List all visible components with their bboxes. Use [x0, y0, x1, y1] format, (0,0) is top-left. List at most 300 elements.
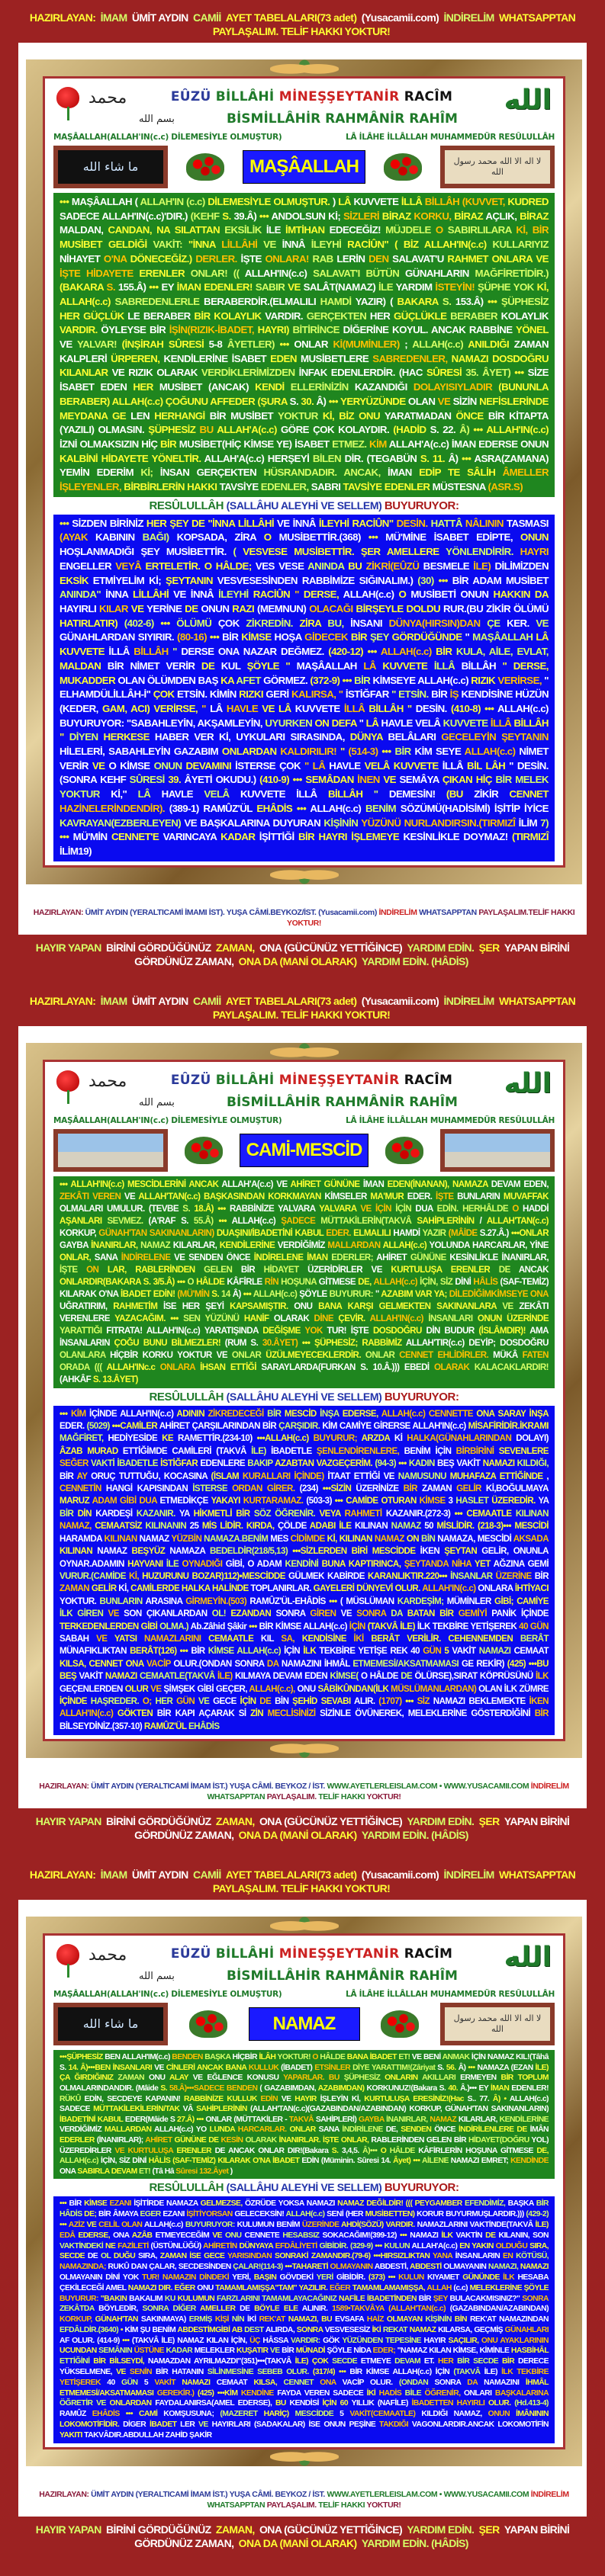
word: ALLAH'IN(c.c): [146, 1325, 204, 1336]
word: •••: [388, 2273, 399, 2282]
word: 14.: [68, 2063, 81, 2072]
word: (317/4): [312, 2368, 340, 2377]
word: BİLLÂH: [461, 659, 503, 672]
word: 14.: [381, 2157, 394, 2166]
word: (: [390, 295, 397, 307]
word: KILARLAR,: [172, 1240, 220, 1250]
word: BEŞ: [60, 1671, 79, 1682]
word: NAMAZ: [140, 1240, 173, 1250]
word: KONUSU: [246, 2074, 284, 2083]
word: DE: [185, 602, 201, 614]
word: AÇARAK: [198, 1708, 239, 1719]
word: KAZANDIĞI: [354, 381, 414, 393]
word: ANMAK: [442, 2053, 471, 2062]
word: ŞU: [140, 2325, 153, 2334]
word: ŞÖYLE: [299, 1288, 330, 1299]
word: TE: [447, 467, 468, 479]
word: Ab.Zâhid: [190, 1621, 227, 1631]
word: LAR,: [107, 1264, 136, 1275]
word: 18.Â): [194, 1203, 218, 1214]
word: CAMİDE: [346, 1496, 381, 1506]
word: MÜMİNLER: [446, 1596, 495, 1606]
word: OLMA.): [159, 1621, 191, 1631]
word: KORKUP,: [60, 2315, 95, 2324]
word: TEKBİRE: [517, 2368, 549, 2377]
word: (HADİD: [393, 424, 430, 436]
word: (c.c): [453, 2283, 470, 2292]
word: İLLÂ: [442, 759, 468, 772]
word: YERYÜZÜNDE: [340, 395, 408, 407]
word: KESİN: [220, 2135, 246, 2145]
word: AMELLERE: [386, 546, 446, 558]
word: VES: [255, 560, 279, 572]
word: RABBİMİZ: [362, 1337, 406, 1348]
word: İŞİN(RIZIK-İBADET,: [169, 324, 258, 336]
word: BANA: [346, 2053, 370, 2062]
word: SADECE: [60, 2105, 94, 2114]
word: Â.)•••: [460, 2084, 479, 2093]
word: ZİKREDECEĞİ: [208, 1408, 268, 1419]
word: İNFAK: [298, 367, 331, 379]
word: ABDESTİ: [410, 2263, 444, 2272]
salavat-word: (SALLÂHU ALEYHİ VE SELLEM): [226, 1390, 382, 1403]
word: DİR.: [344, 452, 367, 464]
word: RAHMET: [447, 252, 492, 265]
word: TAMAMLAMIŞŞA"TAM": [215, 2283, 299, 2292]
word: BİLLÂH: [513, 717, 549, 729]
caption-segment: YAPAN BİRİNİ GÖRDÜNÜZ ZAMAN,: [134, 2523, 570, 2549]
word: (ANCAK): [208, 381, 256, 393]
word: İLE: [378, 281, 396, 294]
word: İLE: [339, 1521, 356, 1532]
word: MALDAN,: [60, 224, 108, 236]
word: VE: [150, 1683, 164, 1694]
word: SİZİN: [452, 395, 480, 407]
word: ÖZRÜDE: [244, 2199, 278, 2209]
word: ÖĞRENİR,: [424, 2388, 464, 2398]
word: •: [120, 2325, 125, 2334]
word: ANCAK: [518, 1264, 549, 1275]
word: ÂZAB: [60, 1445, 88, 1456]
word: (410-9): [259, 774, 293, 786]
word: SÛRESİ: [168, 338, 209, 351]
word: ĞIRDIĞINIZ: [74, 2074, 118, 2083]
word: HAYVANI: [127, 1558, 166, 1569]
word: EDEN,: [523, 1179, 549, 1189]
word: MUSİBET: [60, 239, 108, 251]
word: MECLİSİNİZİ: [267, 1708, 320, 1719]
word: BANA: [318, 1301, 348, 1311]
word: ALLAH(c.c): [497, 702, 549, 714]
word: ALLAH'A(c.c): [217, 424, 281, 436]
word: NİHA: [452, 1558, 475, 1569]
word: VARDIR.: [60, 324, 101, 336]
word: ŞÖYLE: [246, 659, 286, 672]
word: ONLARA: [159, 1362, 201, 1372]
word: KU: [164, 2294, 178, 2303]
word: GÖRE: [281, 424, 314, 436]
word: •••: [399, 2231, 410, 2240]
word: MESCİDİ: [477, 1533, 513, 1544]
word: (((: [94, 1362, 107, 1372]
word: ONLARA: [491, 252, 536, 265]
word: ÇIKAN: [442, 774, 476, 786]
caption-segment: BİRİNİ GÖRDÜĞÜNÜZ: [106, 1815, 214, 1828]
word: RİN: [264, 1276, 282, 1287]
word: ANINDA: [307, 560, 349, 572]
word: OLMASIN.: [98, 424, 149, 436]
word: VELÂ: [364, 759, 394, 772]
word: RUKÛ: [108, 2263, 131, 2272]
word: (ASR.S): [488, 481, 523, 493]
caption-segment: HAYIR YAPAN: [35, 2523, 105, 2536]
word: SİZ: [439, 1276, 455, 1287]
word: ZEKÂTI: [60, 1191, 93, 1201]
word: İŞTE: [60, 1264, 87, 1275]
word: ÖYLEYSE: [101, 324, 150, 336]
word: 22.: [442, 424, 460, 436]
word: EN: [502, 2252, 517, 2261]
caption-segment: İNDİRELİM: [530, 1782, 569, 1792]
word: KORKUP,: [409, 2105, 446, 2114]
word: •••: [514, 367, 528, 379]
word: ALLAH(c.c),: [249, 1683, 298, 1694]
word: SONRA: [434, 2378, 468, 2387]
word: BİR: [60, 1508, 78, 1519]
word: VE: [262, 702, 279, 714]
word: BİR: [156, 1708, 175, 1719]
word: KİM: [414, 746, 436, 758]
word: RAHMETİ: [344, 1508, 386, 1519]
word: Â)•••BEN: [80, 2063, 113, 2072]
verses-block: [53, 2050, 555, 2179]
euzu-line: [137, 88, 486, 105]
word: LİLLÂHİ: [133, 589, 174, 601]
word: MÜSTESNA: [432, 481, 488, 493]
word: KUVVETE: [442, 717, 491, 729]
word: HEDİYESİDE: [108, 1433, 163, 1444]
word: SABIR: [255, 281, 288, 294]
word: SECDE: [473, 2357, 502, 2366]
word: İLE): [400, 1621, 417, 1631]
word: MÜSLÜMAN: [346, 1596, 397, 1606]
word: BİLE: [404, 2388, 425, 2398]
word: DE: [87, 2252, 101, 2261]
word: ALLAH(c.c): [310, 802, 365, 814]
caption-segment: WHATSAPPTAN: [207, 1792, 267, 1802]
word: REK: [390, 1646, 411, 1657]
word: TAVSİYE: [219, 481, 261, 493]
word: O'NA: [253, 2157, 273, 2166]
word: BİR: [452, 574, 473, 586]
word: GÖKTEN: [117, 1708, 157, 1719]
word: 40: [410, 1646, 423, 1657]
word: DİGER: [123, 2420, 150, 2430]
word: ADABI: [309, 1521, 340, 1532]
word: NİN: [231, 2315, 248, 2324]
word: İLE): [535, 2063, 549, 2072]
word: KILARSA,: [438, 2325, 475, 2334]
word: İLE): [484, 2368, 502, 2377]
word: GAYBA: [358, 2115, 387, 2124]
word: ALLAH(c.c): [509, 2094, 549, 2103]
word: TAVSİYE: [343, 481, 385, 493]
word: YERİ: [316, 2273, 336, 2282]
word: SABAH: [60, 1633, 97, 1644]
word: VE: [173, 589, 191, 601]
word: BİR: [439, 1609, 459, 1619]
word: EZANDAN: [230, 1609, 276, 1619]
word: SEVENLERE: [498, 1445, 549, 1456]
word: KORKUNUZ!(Bakara: [366, 2084, 439, 2093]
word: DE: [214, 2146, 229, 2155]
word: KILANIN,: [498, 2231, 533, 2240]
word: GİBİDİR.: [336, 2273, 368, 2282]
caption-segment: ÜMİT AYDIN (YERALTICAMİ İMAMI İST). YUŞA CÂMİ.BEYKOZ/İST. (Yusacamii.com): [85, 907, 379, 917]
word: VE: [116, 2368, 130, 2377]
word: (94-3): [375, 1458, 399, 1469]
word: TAKDIĞI: [379, 2420, 412, 2430]
word: MESCİDDE: [372, 1546, 420, 1557]
word: ETMEMESİ/AKSATMAMASI: [60, 2388, 157, 2398]
word: İNDİRELENE: [121, 1252, 175, 1262]
board-footer: [26, 1758, 582, 1805]
word: (KEDER,: [60, 702, 102, 714]
word: DEFA: [331, 717, 359, 729]
word: AZABIM: [381, 1288, 415, 1299]
word: KİMSE: [419, 1496, 449, 1506]
word: ŞÖYLE: [523, 2283, 549, 2292]
word: GÜNAH'TAN: [95, 2315, 141, 2324]
word: (: [134, 196, 140, 207]
word: HİDAYETE: [101, 452, 152, 464]
word: HANGİ: [105, 1484, 137, 1494]
word: ÇOK: [313, 424, 339, 436]
word: ÜZERİNDE: [301, 2220, 342, 2229]
verses-block: [53, 193, 555, 497]
word: BAKARA: [397, 295, 442, 307]
bottom-caption: [0, 1814, 605, 1842]
word: LEN: [130, 409, 155, 422]
word: LÂ: [536, 631, 549, 643]
word: RAZI: [232, 602, 257, 614]
word: İŞTE: [240, 252, 265, 265]
allah-calligraphy-icon: الله: [504, 1942, 552, 1974]
word: LER: [180, 2420, 199, 2430]
word: KILINAN: [515, 1508, 549, 1519]
word: AMA: [529, 1325, 549, 1336]
word: Kİ,: [118, 1583, 131, 1594]
word: OLMAYANIN: [60, 2273, 106, 2282]
word: VE: [192, 2074, 208, 2083]
word: MES: [270, 1533, 291, 1544]
word: ÖVÜNEREK,: [355, 1708, 408, 1719]
word: BEDELDİR(218/5,13): [209, 1546, 293, 1557]
word: VE: [502, 1301, 520, 1311]
word: OLMALARI: [60, 1203, 108, 1214]
word: YOKTUR.: [60, 1596, 100, 1606]
word: BUYURUR:: [329, 1288, 375, 1299]
word: VE: [411, 2053, 423, 2062]
word: MUSİBETTEN): [365, 2210, 417, 2219]
word: DIR.: [158, 2283, 175, 2292]
word: SEMÂYA: [399, 774, 442, 786]
word: 3: [448, 1496, 456, 1506]
buyuruyor-word: BUYURUYOR:: [384, 2181, 459, 2195]
word: KALBİNİ: [60, 452, 101, 464]
word: ŞEY: [169, 517, 191, 529]
word: VAKİT:: [153, 239, 188, 251]
word: TUTTUĞU,: [118, 1471, 164, 1481]
word: VARINCAYA: [163, 831, 221, 843]
word: OTURAN: [381, 1496, 420, 1506]
word: BİR: [209, 409, 231, 422]
word: •••: [468, 2063, 478, 2072]
word: EGER: [140, 2210, 163, 2219]
hadith-block: [53, 2196, 555, 2443]
word: •••: [217, 1203, 230, 1214]
word: ONA: [476, 1408, 498, 1419]
word: EDER;: [372, 2347, 397, 2356]
word: HİKMETLİ: [193, 1508, 237, 1519]
word: ALLAH(c.c): [381, 1408, 429, 1419]
word: YARATTIĞI: [60, 1325, 107, 1336]
word: BUYURUYOR:: [185, 2220, 237, 2229]
word: NAMAZA: [477, 2063, 511, 2072]
word: NAMAZI: [410, 2231, 442, 2240]
word: BİR: [107, 659, 130, 672]
word: ONLAR!: [190, 267, 233, 279]
word: 5: [444, 1646, 452, 1657]
word: RABBİMİZE: [301, 574, 359, 586]
word: S.: [439, 2084, 449, 2093]
word: ALLAH'INc.c: [106, 1362, 160, 1372]
word: HAYRI: [318, 831, 352, 843]
word: BEŞYÜZ: [131, 1546, 170, 1557]
word: (503-3): [306, 1496, 335, 1506]
word: AF: [60, 2336, 72, 2345]
word: YOKSA: [278, 2199, 307, 2209]
word: CİNLERİ: [166, 2063, 197, 2072]
word: (TEVBE: [148, 1203, 183, 1214]
word: SARAYLARDA(FURKAN: [261, 1362, 361, 1372]
word: (5029): [86, 1421, 112, 1432]
word: VE: [212, 2231, 226, 2240]
word: Kİ,: [128, 1570, 143, 1581]
word: EVLAT,: [517, 646, 549, 658]
word: BİR: [457, 2357, 474, 2366]
word: •••ONLAR: [511, 1227, 549, 1238]
word: MUSİBET(HİÇ: [179, 438, 244, 450]
word: ŞEYTANDA: [404, 1558, 452, 1569]
word: O: [361, 1671, 370, 1682]
word: YARDIM: [395, 281, 436, 294]
caption-segment: TELİF HAKKI: [318, 2500, 367, 2510]
word: BİR: [282, 2347, 296, 2356]
word: VE: [96, 1633, 114, 1644]
word: GÜN: [121, 2378, 144, 2387]
board-title: MAŞÂALLAH: [243, 150, 365, 184]
word: BERABER): [60, 395, 112, 407]
word: KURALLARI: [242, 1471, 294, 1481]
word: GÜNÜNE: [410, 1252, 450, 1262]
word: KİMİNLE: [479, 2347, 511, 2356]
salavat-word: (SALLÂHU ALEYHİ VE SELLEM): [226, 2181, 382, 2194]
word: BİR: [98, 2210, 113, 2219]
word: VE: [174, 1252, 189, 1262]
word: İNNÂ: [190, 589, 219, 601]
word: DA: [534, 589, 549, 601]
word: ": [172, 646, 182, 658]
word: NAMAZI: [127, 2283, 159, 2292]
word: KILINAN: [339, 1533, 375, 1544]
word: •••KİM: [217, 2388, 241, 2398]
word: İBADETLE: [271, 1445, 317, 1456]
word: (HER: [345, 2210, 365, 2219]
word: TOPLUM: [517, 2074, 549, 2083]
word: DE;: [84, 2210, 99, 2219]
word: SÖZÜMÜ(HADİSİMİ): [400, 802, 494, 814]
word: SEVMEZ.: [107, 1215, 149, 1226]
word: HAŞREDER.: [90, 1695, 143, 1706]
word: BESMELE: [423, 560, 474, 572]
word: SÂBİKÛNDAN(İLK: [317, 1683, 391, 1694]
word: ALLAH(c.c): [464, 746, 520, 758]
word: CEMAATLE: [208, 1633, 261, 1644]
word: SA,: [281, 1633, 302, 1644]
word: •••: [484, 702, 498, 714]
word: YETİŞEREK: [470, 1621, 520, 1631]
word: KIL!(Tâhâ: [515, 2053, 549, 2062]
word: DÜNYEVİ: [356, 1583, 395, 1594]
buyuruyor-word: BUYURUYOR:: [384, 499, 459, 512]
word: •••: [243, 1288, 253, 1299]
word: ERMEYEN: [460, 2074, 501, 2083]
word: S.: [250, 1337, 262, 1348]
word: MÜKÂ: [493, 1349, 523, 1360]
word: RACİÛN": [352, 517, 397, 529]
word: DESİN.: [396, 517, 431, 529]
word: YAZIR): [355, 295, 391, 307]
word: DUAŞINI/İBADETİNİ: [216, 1227, 295, 1238]
word: HALKA: [181, 1583, 212, 1594]
word: 60: [340, 2399, 352, 2408]
word: NAMAZLARINI: [144, 1633, 209, 1644]
word: İNSANLARI: [112, 2063, 155, 2072]
caption-segment: BİLLÂHİ: [215, 1946, 279, 1962]
word: KİŞİ: [214, 2315, 232, 2324]
word: NİHAYET: [60, 252, 104, 265]
word: ALLAH'IN(c.c)'DIR.): [101, 210, 191, 222]
word: RAMÛZ'ÜL-EHÂDİS: [249, 1596, 330, 1606]
word: VE: [263, 239, 282, 251]
word: GECE: [204, 2252, 227, 2261]
word: DOYMAZ!: [463, 831, 512, 843]
word: İLK: [60, 1609, 78, 1619]
word: SONRAKİ: [274, 2252, 311, 2261]
word: ADAM: [256, 1558, 285, 1569]
word: ALLAH'IM(c.c): [121, 2053, 172, 2062]
word: ÇALAR,: [149, 2263, 179, 2272]
word: BATAN: [407, 1609, 440, 1619]
word: ERMİŞ: [188, 2315, 215, 2324]
word: •••: [413, 2157, 423, 2166]
word: (80-16): [176, 631, 210, 643]
word: RAMÛZ'ÜL: [143, 1721, 188, 1731]
word: •••ALLAH(c.c): [256, 1433, 314, 1444]
word: EHÂDİS: [92, 2410, 126, 2419]
word: YA: [179, 1508, 194, 1519]
